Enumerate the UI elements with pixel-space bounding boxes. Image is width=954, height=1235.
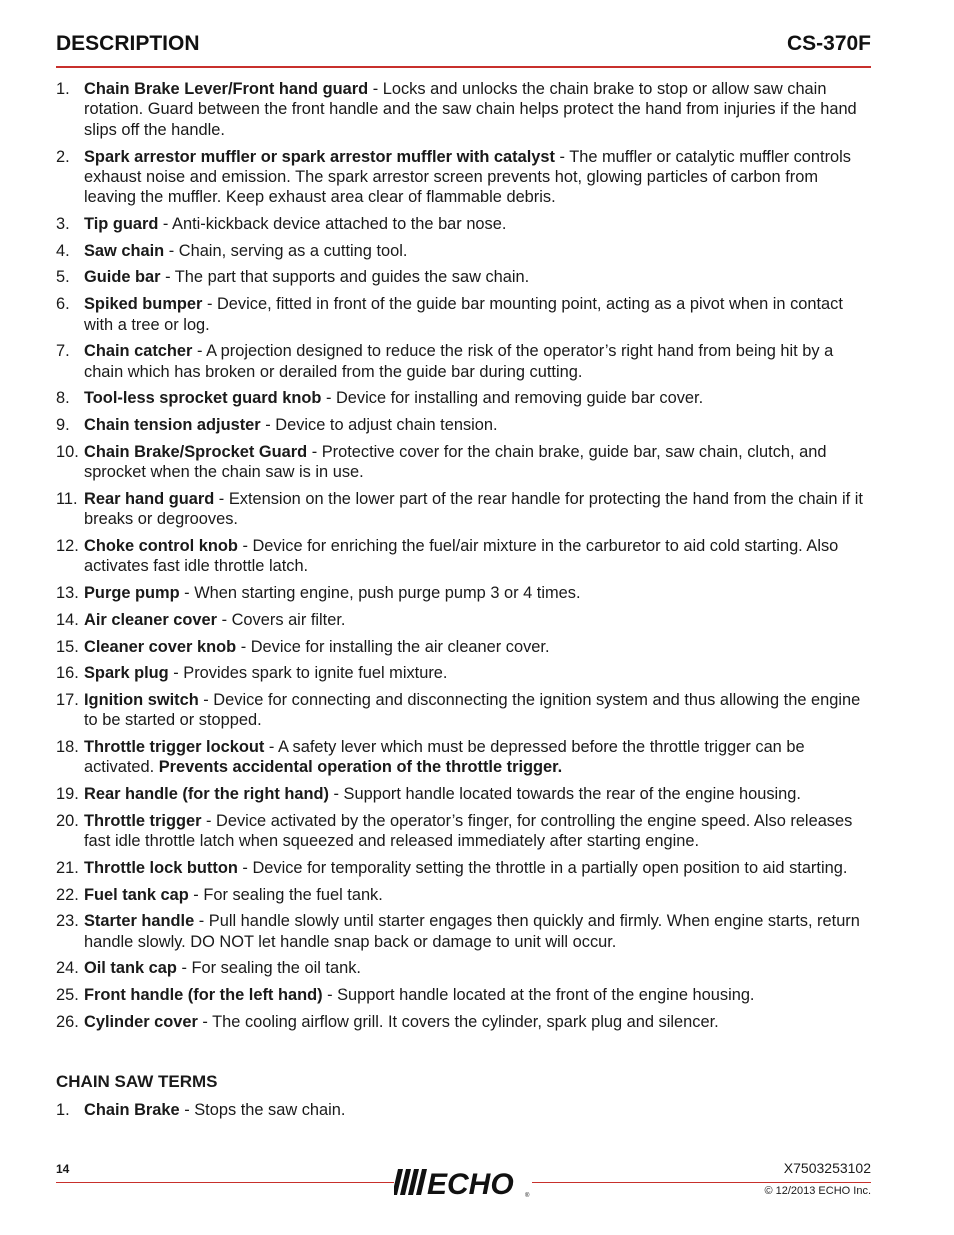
item-number: 18. <box>56 738 79 757</box>
footer-rule-left <box>56 1182 394 1183</box>
list-item <box>56 341 871 382</box>
terms-list <box>56 1100 871 1120</box>
item-term: Chain tension adjuster <box>84 416 261 435</box>
item-number: 9. <box>56 416 70 435</box>
item-term: Front handle (for the left hand) <box>84 986 323 1005</box>
item-term: Chain catcher <box>84 342 193 361</box>
item-description: - Protective cover for the chain brake, guide bar, saw chain, clutch, and sprocket when the chain saw is in use. <box>84 442 827 482</box>
document-number: X7503253102 <box>783 1160 871 1176</box>
list-item <box>56 79 871 140</box>
item-term: Rear handle (for the right hand) <box>84 785 329 804</box>
list-item <box>56 388 871 408</box>
list-item <box>56 1012 871 1032</box>
item-description: - Pull handle slowly until starter engages then quickly and firmly. When engine starts, return handle slowly. DO NOT let handle snap back or damage to unit will occur. <box>84 912 860 951</box>
item-warning: Prevents accidental operation of the throttle trigger. <box>158 758 563 777</box>
item-number: 8. <box>56 389 70 408</box>
item-number: 15. <box>56 637 79 656</box>
item-term: Tool-less sprocket guard knob <box>84 389 322 408</box>
item-description: - When starting engine, push purge pump 3 or 4 times. <box>179 584 581 603</box>
item-number: 2. <box>56 147 70 166</box>
item-number: 1. <box>56 80 70 98</box>
item-description: - The part that supports and guides the saw chain. <box>160 268 530 287</box>
item-description: - Device for installing the air cleaner cover. <box>236 637 550 656</box>
item-description: - Device activated by the operator’s finger, for controlling the engine speed. Also releases fast idle throttle latch when squeezed and released immediately after starting engine. <box>84 811 853 851</box>
item-number: 20. <box>56 811 79 830</box>
parts-list <box>56 79 871 1032</box>
item-term: Starter handle <box>84 912 195 931</box>
copyright: © 12/2013 ECHO Inc. <box>764 1185 871 1197</box>
item-description: - Chain, serving as a cutting tool. <box>164 241 408 260</box>
item-number: 16. <box>56 664 79 683</box>
item-description: - Device, fitted in front of the guide bar mounting point, acting as a pivot when in contact with a tree or log. <box>84 295 843 334</box>
item-description: - Locks and unlocks the chain brake to stop or allow saw chain rotation. Guard between the front handle and the saw chain helps protect the hand from injuries if the hand slips off the handle. <box>84 80 857 139</box>
item-term: Purge pump <box>84 584 180 603</box>
item-term: Oil tank cap <box>84 959 177 978</box>
list-item <box>56 885 871 905</box>
item-description: - Support handle located at the front of the engine housing. <box>322 986 755 1005</box>
item-term: Fuel tank cap <box>84 885 189 904</box>
item-description: - Provides spark to ignite fuel mixture. <box>168 664 448 683</box>
item-description: - The muffler or catalytic muffler controls exhaust noise and emission. The spark arrestor screen prevents hot, glowing particles of carbon from leaving the muffler. Keep exhaust area clear of flammable debris. <box>84 147 852 207</box>
item-number: 23. <box>56 912 79 931</box>
item-number: 17. <box>56 690 79 709</box>
item-term: Cylinder cover <box>84 1012 198 1031</box>
list-item <box>56 663 871 683</box>
item-number: 10. <box>56 442 79 461</box>
item-term: Cleaner cover knob <box>84 637 237 656</box>
item-term: Spiked bumper <box>84 295 203 314</box>
item-term: Guide bar <box>84 268 161 287</box>
item-number: 13. <box>56 584 79 603</box>
item-term: Chain Brake Lever/Front hand guard <box>84 80 369 98</box>
item-number: 1. <box>56 1101 70 1120</box>
list-item <box>56 442 871 483</box>
item-number: 14. <box>56 610 79 629</box>
list-item <box>56 241 871 261</box>
item-number: 25. <box>56 986 79 1005</box>
item-description: - Device for connecting and disconnecting the ignition system and thus allowing the engine to be started or stopped. <box>84 690 861 730</box>
list-item <box>56 415 871 435</box>
item-term: Air cleaner cover <box>84 610 218 629</box>
chain-saw-terms-heading: CHAIN SAW TERMS <box>56 1072 218 1092</box>
item-number: 7. <box>56 342 70 361</box>
item-number: 3. <box>56 215 70 234</box>
item-term: Choke control knob <box>84 536 238 555</box>
item-number: 6. <box>56 295 70 314</box>
item-description: - The cooling airflow grill. It covers the cylinder, spark plug and silencer. <box>197 1012 719 1031</box>
item-term: Throttle trigger <box>84 811 202 830</box>
list-item <box>56 958 871 978</box>
list-item <box>56 637 871 657</box>
item-term: Tip guard <box>84 215 159 234</box>
item-term: Saw chain <box>84 241 165 260</box>
item-number: 19. <box>56 785 79 804</box>
item-description: - For sealing the fuel tank. <box>188 885 383 904</box>
item-term: Ignition switch <box>84 690 199 709</box>
page-header <box>56 30 871 68</box>
list-item <box>56 737 871 778</box>
model-number: CS-370F <box>786 32 871 55</box>
list-item <box>56 214 871 234</box>
item-description: - For sealing the oil tank. <box>176 959 361 978</box>
item-number: 4. <box>56 241 70 260</box>
item-description: - Support handle located towards the rear of the engine housing. <box>328 785 801 804</box>
list-item <box>56 489 871 530</box>
item-term: Spark plug <box>84 664 169 683</box>
item-term: Throttle lock button <box>84 858 238 877</box>
item-description: - Anti-kickback device attached to the bar nose. <box>158 215 507 234</box>
section-title: DESCRIPTION <box>56 32 200 55</box>
item-term: Throttle trigger lockout <box>84 738 265 757</box>
item-description: - Extension on the lower part of the rear handle for protecting the hand from the chain if it breaks or degrooves. <box>84 489 863 529</box>
item-term: Chain Brake <box>84 1101 180 1120</box>
echo-logo <box>394 1165 534 1199</box>
list-item <box>56 1100 871 1120</box>
list-item <box>56 267 871 287</box>
list-item <box>56 583 871 603</box>
list-item <box>56 147 871 208</box>
item-description: - Device to adjust chain tension. <box>260 416 498 435</box>
list-item <box>56 294 871 335</box>
item-description: - Covers air filter. <box>217 610 346 629</box>
item-number: 21. <box>56 858 79 877</box>
item-term: Chain Brake/Sprocket Guard <box>84 442 308 461</box>
item-description: - A projection designed to reduce the risk of the operator’s right hand from being hit by a chain which has broken or derailed from the guide bar during cutting. <box>84 342 834 381</box>
item-description: - A safety lever which must be depressed before the throttle trigger can be activated. <box>84 738 805 777</box>
list-item <box>56 911 871 952</box>
page-number: 14 <box>56 1162 70 1176</box>
item-description: - Stops the saw chain. <box>179 1101 346 1120</box>
description-content <box>56 79 871 1127</box>
list-item <box>56 811 871 852</box>
list-item <box>56 690 871 731</box>
logo-wordmark: ECHO <box>427 1168 514 1199</box>
item-number: 5. <box>56 268 70 287</box>
item-number: 24. <box>56 959 79 978</box>
item-number: 22. <box>56 885 79 904</box>
item-description: - Device for temporality setting the throttle in a partially open position to aid starting. <box>237 858 848 877</box>
footer-rule-right <box>532 1182 871 1183</box>
list-item <box>56 536 871 577</box>
list-item <box>56 784 871 804</box>
item-number: 12. <box>56 536 79 555</box>
item-term: Rear hand guard <box>84 489 215 508</box>
item-term: Spark arrestor muffler or spark arrestor muffler with catalyst <box>84 147 555 166</box>
item-description: - Device for enriching the fuel/air mixture in the carburetor to aid cold starting. Also activates fast idle throttle latch. <box>84 536 839 576</box>
item-number: 26. <box>56 1012 79 1031</box>
svg-text:®: ® <box>525 1193 530 1199</box>
list-item <box>56 610 871 630</box>
list-item <box>56 985 871 1005</box>
list-item <box>56 858 871 878</box>
item-description: - Device for installing and removing guide bar cover. <box>321 389 704 408</box>
item-number: 11. <box>56 489 78 508</box>
